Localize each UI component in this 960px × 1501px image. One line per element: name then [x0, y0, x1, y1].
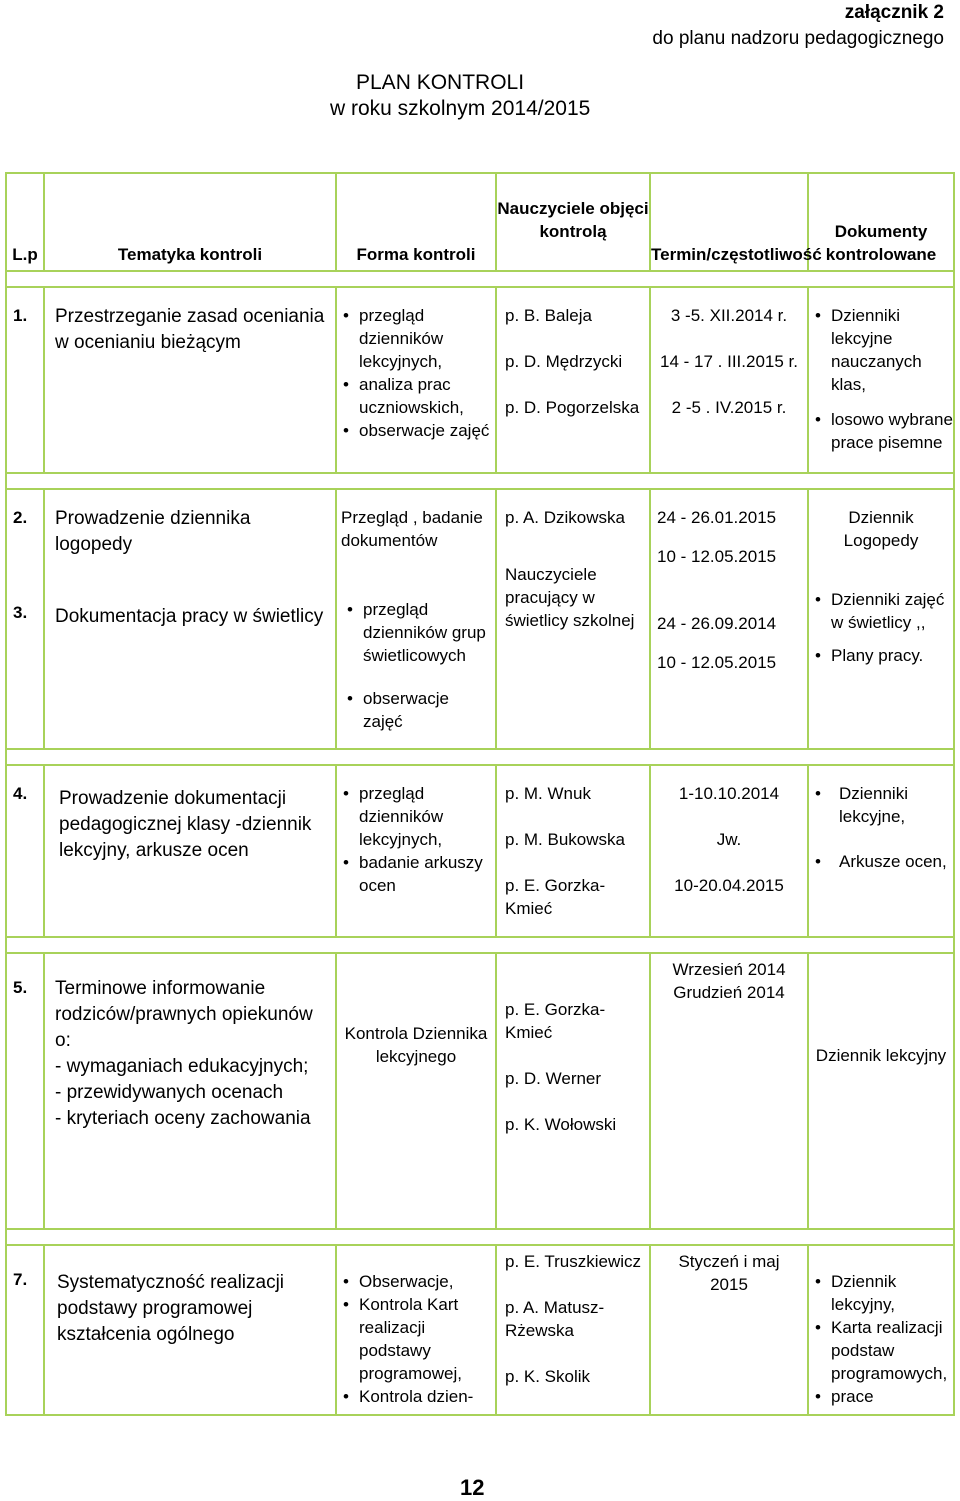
form-item: • przegląd dzienników lekcyjnych,: [337, 304, 495, 373]
row-form-group: [336, 489, 496, 749]
teacher-name: Nauczyciele pracujący w świetlicy szkolnej: [505, 565, 635, 630]
row-terms: [650, 1245, 808, 1415]
term-value: 14 - 17 . III.2015 r.: [660, 352, 798, 371]
form-item: • Obserwacje,: [337, 1270, 495, 1293]
title-line-1: PLAN KONTROLI: [356, 71, 525, 94]
form-item: • Kontrola dzien-: [337, 1385, 495, 1408]
doc-item: • Dzienniki lekcyjne nauczanych klas,: [809, 304, 953, 396]
doc-item: • Dzienniki zajęć w świetlicy ,,: [809, 588, 953, 634]
term-value: Grudzień 2014: [673, 983, 785, 1002]
term-value: 3 -5. XII.2014 r.: [670, 306, 788, 325]
teacher-name: p. E. Gorzka-Kmieć: [505, 876, 606, 918]
row-terms: [650, 287, 808, 473]
topic-item: - wymaganiach edukacyjnych;: [55, 1056, 309, 1077]
table-row: [6, 1245, 954, 1415]
row-topic: Terminowe informowanie rodziców/prawnych opiekunów o:: [55, 978, 313, 1051]
form-item: • analiza prac uczniowskich,: [337, 373, 495, 419]
form-item: • obserwacje zajęć: [337, 419, 495, 442]
doc-item: • Plany pracy.: [809, 644, 953, 667]
row-topic: Dokumentacja pracy w świetlicy: [55, 606, 324, 627]
col-header-teachers: Nauczyciele objęci kontrolą: [496, 173, 650, 271]
row-number: 7.: [6, 1245, 44, 1415]
plan-reference: do planu nadzoru pedagogicznego: [652, 28, 944, 49]
teacher-name: p. D. Werner: [505, 1069, 602, 1088]
control-plan-table: [5, 172, 955, 1416]
row-teachers: [496, 1245, 650, 1415]
row-form: [336, 765, 496, 937]
row-teachers: [496, 953, 650, 1229]
teacher-name: p. E. Truszkiewicz: [505, 1252, 642, 1271]
term-value: 1-10.10.2014: [678, 784, 780, 803]
row-number-group: [6, 489, 44, 749]
term-value: 10-20.04.2015: [674, 876, 784, 895]
row-terms: [650, 765, 808, 937]
teacher-name: p. K. Wołowski: [505, 1115, 617, 1134]
form-item: • obserwacje zajęć: [341, 687, 491, 733]
teacher-name: p. A. Matusz-Rżewska: [505, 1298, 605, 1340]
doc-item: • Karta realizacji podstaw programowych,: [809, 1316, 953, 1385]
table-row: [6, 953, 954, 1229]
topic-item: - kryteriach oceny zachowania: [55, 1108, 311, 1129]
col-header-form: Forma kontroli: [336, 173, 496, 271]
topic-item: - przewidywanych ocenach: [55, 1082, 284, 1103]
col-header-lp: L.p: [6, 173, 44, 271]
row-form: Kontrola Dziennika lekcyjnego: [336, 953, 496, 1229]
row-form: [336, 1245, 496, 1415]
row-number: 5.: [6, 953, 44, 1229]
row-number: 4.: [6, 765, 44, 937]
row-teachers-group: [496, 489, 650, 749]
teacher-name: p. B. Baleja: [505, 306, 592, 325]
row-topic: Systematyczność realizacji podstawy programowej kształcenia ogólnego: [44, 1245, 336, 1415]
row-docs: [808, 287, 954, 473]
teacher-name: p. D. Pogorzelska: [505, 398, 640, 417]
term-value: Wrzesień 2014: [672, 960, 786, 979]
term-value: 2 -5 . IV.2015 r.: [671, 398, 787, 417]
doc-item: • losowo wybrane prace pisemne: [809, 408, 953, 454]
doc-item: • Dzienniki lekcyjne,: [809, 782, 953, 828]
doc-item: • Dziennik lekcyjny,: [809, 1270, 953, 1316]
term-value: 10 - 12.05.2015: [657, 547, 777, 566]
row-teachers: [496, 765, 650, 937]
term-value: 10 - 12.05.2015: [657, 653, 777, 672]
title-line-2: w roku szkolnym 2014/2015: [330, 97, 591, 120]
doc-item: • Arkusze ocen,: [809, 850, 953, 873]
doc-item: Dziennik Logopedy: [843, 508, 919, 550]
form-item: • przegląd dzienników grup świetlicowych: [341, 598, 491, 667]
term-value: Jw.: [716, 830, 742, 849]
table-row: [6, 287, 954, 473]
row-topic: Prowadzenie dziennika logopedy: [55, 508, 251, 555]
row-number: 2.: [13, 508, 28, 527]
teacher-name: p. A. Dzikowska: [505, 508, 625, 527]
row-terms: [650, 953, 808, 1229]
teacher-name: p. K. Skolik: [505, 1367, 591, 1386]
teacher-name: p. E. Gorzka-Kmieć: [505, 1000, 606, 1042]
row-docs: Dziennik lekcyjny: [808, 953, 954, 1229]
teacher-name: p. M. Bukowska: [505, 830, 625, 849]
col-header-docs: Dokumenty kontrolowane: [808, 173, 954, 271]
row-docs-group: [808, 489, 954, 749]
col-header-term: Termin/częstotliwość: [650, 173, 808, 271]
row-topic: Prowadzenie dokumentacji pedagogicznej klasy -dziennik lekcyjny, arkusze ocen: [44, 765, 336, 937]
row-topic-cell: [44, 953, 336, 1229]
row-number: 3.: [13, 603, 28, 622]
row-terms-group: [650, 489, 808, 749]
term-value: 24 - 26.09.2014: [657, 614, 777, 633]
teacher-name: p. D. Mędrzycki: [505, 352, 623, 371]
doc-item: • prace: [809, 1385, 953, 1408]
form-item: • przegląd dzienników lekcyjnych,: [337, 782, 495, 851]
table-row: [6, 489, 954, 749]
row-teachers: [496, 287, 650, 473]
row-docs: [808, 765, 954, 937]
form-item: • Kontrola Kart realizacji podstawy programowej,: [337, 1293, 495, 1385]
form-item: • badanie arkuszy ocen: [337, 851, 495, 897]
teacher-name: p. M. Wnuk: [505, 784, 591, 803]
attachment-header: [652, 0, 944, 52]
row-number: 1.: [6, 287, 44, 473]
row-form: Przegląd , badanie dokumentów: [341, 508, 483, 550]
term-value: Styczeń i maj 2015: [678, 1252, 780, 1294]
page-number: 12: [460, 1475, 485, 1500]
row-topic: Przestrzeganie zasad oceniania w ocenianiu bieżącym: [44, 287, 336, 473]
table-header-row: [6, 173, 954, 271]
term-value: 24 - 26.01.2015: [657, 508, 777, 527]
attachment-label: załącznik 2: [844, 2, 944, 23]
row-docs: [808, 1245, 954, 1415]
row-form: [336, 287, 496, 473]
page-title: [330, 70, 590, 122]
row-topic-group: [44, 489, 336, 749]
table-row: [6, 765, 954, 937]
col-header-topic: Tematyka kontroli: [44, 173, 336, 271]
